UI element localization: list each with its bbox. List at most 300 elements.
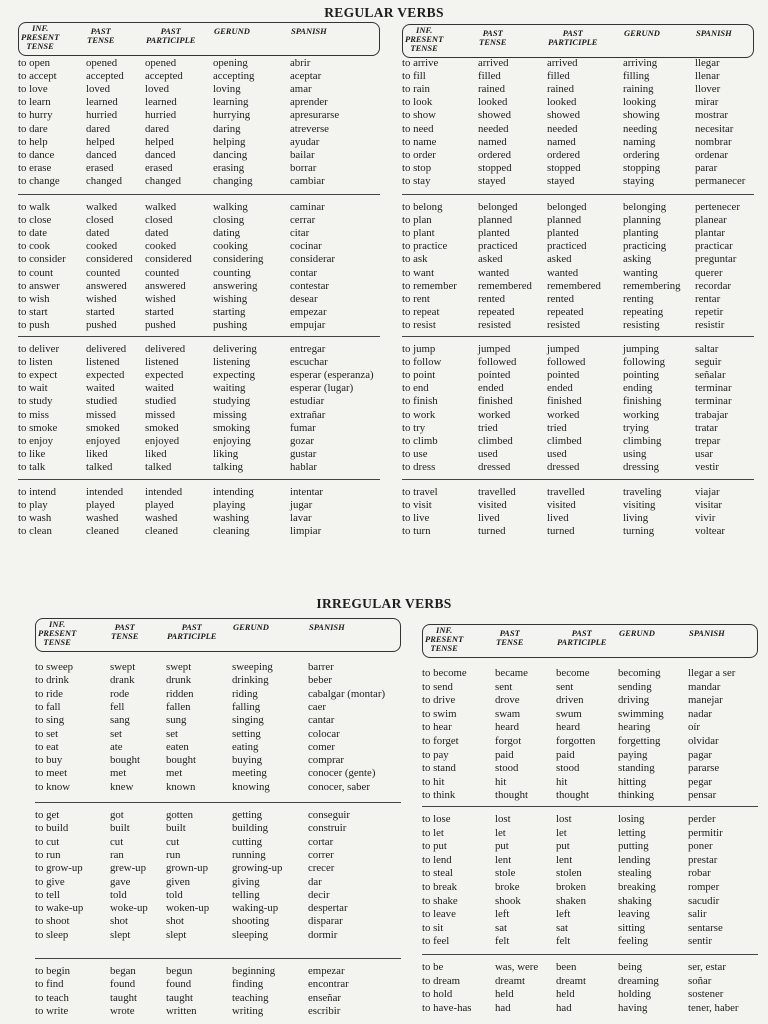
past-tense-cell: stole (495, 867, 516, 880)
infinitive-cell: to talk (18, 460, 46, 473)
infinitive-cell: to cook (18, 240, 51, 253)
infinitive-cell: to steal (422, 867, 453, 880)
spanish-cell: saltar (695, 343, 719, 355)
past-tense-cell: resisted (478, 318, 511, 331)
spanish-cell: despertar (308, 902, 348, 915)
past-participle-cell: practiced (547, 240, 587, 253)
past-tense-cell: drank (110, 674, 135, 687)
verb-row (35, 836, 401, 849)
past-participle-cell: planted (547, 227, 579, 240)
gerund-cell: putting (618, 840, 649, 853)
verb-row (422, 881, 758, 894)
past-tense-cell: rented (478, 292, 505, 305)
spanish-cell: esperar (lugar) (290, 382, 354, 395)
past-tense-cell: wished (86, 292, 117, 305)
infinitive-cell: to dream (422, 974, 461, 987)
infinitive-cell: to buy (35, 754, 63, 767)
past-tense-cell: smoked (86, 421, 120, 434)
past-tense-cell: turned (478, 525, 506, 538)
past-participle-cell: thought (556, 789, 589, 802)
verb-row (402, 227, 754, 240)
past-participle-cell: finished (547, 395, 582, 408)
spanish-cell: parar (695, 161, 718, 174)
spanish-cell: pararse (688, 762, 720, 775)
infinitive-cell: to help (18, 135, 48, 148)
verb-row (18, 343, 380, 356)
past-tense-cell: ate (110, 740, 123, 753)
spanish-cell: llover (695, 83, 721, 96)
gerund-cell: considering (213, 253, 264, 266)
infinitive-cell: to stay (402, 174, 431, 187)
spanish-cell: visitar (695, 499, 722, 512)
past-tense-cell: dreamt (495, 974, 525, 987)
past-participle-cell: travelled (547, 486, 585, 498)
past-participle-cell: liked (145, 447, 167, 460)
verb-row (422, 895, 758, 908)
past-tense-cell: pushed (86, 318, 117, 331)
past-tense-cell: hit (495, 775, 507, 788)
verb-row (18, 461, 380, 474)
infinitive-cell: to wait (18, 382, 48, 395)
verb-row (402, 369, 754, 382)
gerund-cell: hearing (618, 721, 651, 734)
verb-row (18, 280, 380, 293)
past-participle-cell: lost (556, 813, 572, 825)
spanish-cell: desear (290, 292, 318, 305)
header-spanish: SPANISH (309, 622, 345, 632)
past-participle-cell: sent (556, 680, 574, 693)
table-header (422, 624, 758, 658)
infinitive-cell: to eat (35, 740, 59, 753)
verb-row (402, 123, 754, 136)
spanish-cell: pagar (688, 748, 712, 761)
verb-row (35, 661, 401, 674)
gerund-cell: standing (618, 762, 655, 775)
spanish-cell: perder (688, 813, 716, 825)
gerund-cell: finishing (623, 395, 662, 408)
gerund-cell: wanting (623, 266, 658, 279)
gerund-cell: falling (232, 700, 261, 713)
gerund-cell: giving (232, 875, 260, 888)
gerund-cell: having (618, 1001, 648, 1014)
verb-row (402, 461, 754, 474)
past-tense-cell: sat (495, 921, 507, 934)
spanish-cell: nadar (688, 707, 712, 720)
header-spanish: SPANISH (689, 628, 725, 638)
gerund-cell: raining (623, 83, 654, 96)
infinitive-cell: to look (402, 96, 433, 109)
gerund-cell: getting (232, 809, 262, 821)
infinitive-cell: to change (18, 174, 60, 187)
past-tense-cell: intended (86, 486, 124, 498)
verb-row (402, 201, 754, 214)
gerund-cell: starting (213, 305, 246, 318)
past-tense-cell: dated (86, 227, 110, 240)
gerund-cell: pushing (213, 318, 248, 331)
verb-row (35, 701, 401, 714)
gerund-cell: sleeping (232, 928, 268, 941)
spanish-cell: viajar (695, 486, 720, 498)
past-tense-cell: sang (110, 714, 130, 727)
past-participle-cell: stood (556, 762, 580, 775)
past-participle-cell: been (556, 961, 577, 973)
past-participle-cell: told (166, 888, 183, 901)
gerund-cell: running (232, 848, 266, 861)
past-participle-cell: lived (547, 512, 569, 525)
gerund-cell: expecting (213, 369, 255, 382)
infinitive-cell: to repeat (402, 305, 440, 318)
verb-row (18, 214, 380, 227)
past-tense-cell: studied (86, 395, 118, 408)
past-tense-cell: showed (478, 109, 511, 122)
past-participle-cell: used (547, 447, 567, 460)
infinitive-cell: to become (422, 667, 467, 679)
past-participle-cell: accepted (145, 70, 183, 83)
header-past-participle: PAST PARTICIPLE (548, 28, 598, 47)
gerund-cell: closing (213, 214, 245, 227)
verb-row (402, 96, 754, 109)
gerund-cell: hurrying (213, 109, 251, 122)
gerund-cell: teaching (232, 991, 269, 1004)
verb-row (18, 306, 380, 319)
verb-row (422, 867, 758, 880)
verb-row (18, 293, 380, 306)
infinitive-cell: to start (18, 305, 48, 318)
infinitive-cell: to point (402, 369, 436, 382)
infinitive-cell: to belong (402, 201, 443, 213)
header-past-tense: PAST TENSE (479, 28, 507, 47)
past-tense-cell: felt (495, 935, 510, 948)
gerund-cell: buying (232, 754, 262, 767)
verb-row (35, 714, 401, 727)
header-past-tense: PAST TENSE (87, 26, 115, 45)
infinitive-cell: to smoke (18, 421, 58, 434)
past-participle-cell: stayed (547, 174, 575, 187)
infinitive-cell: to resist (402, 318, 436, 331)
spanish-cell: conocer, saber (308, 780, 370, 793)
spanish-cell: señalar (695, 369, 726, 382)
spanish-cell: soñar (688, 974, 712, 987)
past-tense-cell: filled (478, 70, 501, 83)
verb-row (35, 929, 401, 942)
past-tense-cell: got (110, 809, 124, 821)
past-participle-cell: wanted (547, 266, 579, 279)
gerund-cell: resisting (623, 318, 660, 331)
spanish-cell: sacudir (688, 894, 720, 907)
spanish-cell: contestar (290, 279, 329, 292)
past-participle-cell: wished (145, 292, 176, 305)
past-participle-cell: given (166, 875, 190, 888)
gerund-cell: shaking (618, 894, 652, 907)
infinitive-cell: to dance (18, 148, 55, 161)
past-tense-cell: answered (86, 279, 127, 292)
gerund-cell: walking (213, 201, 248, 213)
past-tense-cell: practiced (478, 240, 518, 253)
past-tense-cell: belonged (478, 201, 518, 213)
past-participle-cell: swum (556, 707, 582, 720)
gerund-cell: erasing (213, 161, 245, 174)
group-divider (422, 806, 758, 807)
verb-row (422, 1002, 758, 1015)
past-tense-cell: paid (495, 748, 514, 761)
gerund-cell: belonging (623, 201, 667, 213)
past-participle-cell: written (166, 1004, 197, 1017)
gerund-cell: using (623, 447, 647, 460)
gerund-cell: forgetting (618, 735, 661, 747)
infinitive-cell: to plan (402, 214, 432, 227)
past-participle-cell: broken (556, 881, 586, 893)
spanish-cell: oír (688, 721, 700, 734)
infinitive-cell: to enjoy (18, 434, 54, 447)
verb-row (35, 849, 401, 862)
past-participle-cell: asked (547, 253, 572, 266)
verb-row (35, 674, 401, 687)
infinitive-cell: to drive (422, 694, 456, 707)
verb-row (402, 422, 754, 435)
past-participle-cell: met (166, 767, 183, 780)
verb-row (422, 776, 758, 789)
verb-row (402, 356, 754, 369)
spanish-cell: sentarse (688, 921, 723, 934)
past-tense-cell: lost (495, 813, 511, 825)
infinitive-cell: to sleep (35, 928, 69, 941)
past-participle-cell: filled (547, 70, 570, 83)
verb-row (422, 988, 758, 1001)
infinitive-cell: to close (18, 214, 52, 227)
spanish-cell: pertenecer (695, 201, 740, 213)
gerund-cell: growing-up (232, 862, 283, 875)
past-participle-cell: found (166, 978, 192, 991)
past-tense-cell: arrived (478, 57, 509, 69)
spanish-cell: cabalgar (montar) (308, 687, 386, 700)
spanish-cell: caer (308, 700, 326, 713)
infinitive-cell: to jump (402, 343, 436, 355)
spanish-cell: trabajar (695, 408, 728, 421)
gerund-cell: turning (623, 525, 655, 538)
verb-row (402, 136, 754, 149)
past-participle-cell: shaken (556, 894, 586, 907)
infinitive-cell: to like (18, 447, 46, 460)
past-participle-cell: rented (547, 292, 574, 305)
past-tense-cell: swam (495, 707, 521, 720)
past-tense-cell: swept (110, 661, 136, 673)
past-participle-cell: waited (145, 382, 174, 395)
infinitive-cell: to need (402, 122, 434, 135)
gerund-cell: dancing (213, 148, 248, 161)
infinitive-cell: to turn (402, 525, 431, 538)
past-participle-cell: dreamt (556, 974, 586, 987)
infinitive-cell: to fill (402, 70, 426, 83)
verb-row (35, 902, 401, 915)
past-participle-cell: showed (547, 109, 580, 122)
group-divider (402, 479, 754, 480)
gerund-cell: liking (213, 447, 239, 460)
past-tense-cell: repeated (478, 305, 515, 318)
spanish-cell: nombrar (695, 135, 732, 148)
past-participle-cell: helped (145, 135, 174, 148)
infinitive-cell: to follow (402, 356, 442, 369)
past-participle-cell: studied (145, 395, 177, 408)
verb-row (18, 486, 380, 499)
verb-row (402, 149, 754, 162)
infinitive-cell: to stop (402, 161, 432, 174)
gerund-cell: breaking (618, 881, 656, 893)
verb-row (402, 57, 754, 70)
gerund-cell: losing (618, 813, 645, 825)
verb-row (402, 83, 754, 96)
gerund-cell: eating (232, 740, 259, 753)
past-participle-cell: worked (547, 408, 580, 421)
past-tense-cell: expected (86, 369, 125, 382)
infinitive-cell: to let (422, 826, 444, 839)
infinitive-cell: to open (18, 57, 51, 69)
past-tense-cell: became (495, 667, 528, 679)
verb-row (35, 822, 401, 835)
infinitive-cell: to grow-up (35, 862, 83, 875)
past-participle-cell: repeated (547, 305, 584, 318)
infinitive-cell: to love (18, 83, 48, 96)
spanish-cell: jugar (290, 499, 313, 512)
infinitive-cell: to climb (402, 434, 438, 447)
header-gerund: GERUND (619, 628, 655, 638)
header-infinitive: INF. PRESENT TENSE (405, 25, 444, 53)
gerund-cell: thinking (618, 789, 654, 802)
spanish-cell: pegar (688, 775, 712, 788)
past-tense-cell: shook (495, 894, 521, 907)
past-participle-cell: sung (166, 714, 187, 727)
gerund-cell: filling (623, 70, 650, 83)
past-tense-cell: counted (86, 266, 121, 279)
spanish-cell: practicar (695, 240, 733, 253)
spanish-cell: abrir (290, 57, 311, 69)
infinitive-cell: to push (18, 318, 50, 331)
spanish-cell: usar (695, 447, 713, 460)
gerund-cell: wishing (213, 292, 248, 305)
verb-row (18, 123, 380, 136)
gerund-cell: looking (623, 96, 656, 109)
verb-row (18, 227, 380, 240)
spanish-cell: empezar (308, 965, 345, 977)
spanish-cell: robar (688, 867, 711, 880)
spanish-cell: mostrar (695, 109, 728, 122)
past-tense-cell: followed (478, 356, 517, 369)
infinitive-cell: to rain (402, 83, 430, 96)
verb-row (402, 293, 754, 306)
header-gerund: GERUND (214, 26, 250, 36)
past-tense-cell: had (495, 1001, 511, 1014)
gerund-cell: cutting (232, 835, 262, 848)
past-tense-cell: worked (478, 408, 511, 421)
spanish-cell: poner (688, 840, 713, 853)
gerund-cell: following (623, 356, 665, 369)
past-tense-cell: let (495, 826, 506, 839)
past-participle-cell: grown-up (166, 862, 208, 875)
spanish-cell: terminar (695, 382, 732, 395)
infinitive-cell: to ride (35, 687, 63, 700)
past-participle-cell: taught (166, 991, 193, 1004)
verb-row (402, 499, 754, 512)
verb-row (402, 267, 754, 280)
infinitive-cell: to tell (35, 888, 60, 901)
spanish-cell: lavar (290, 512, 312, 525)
past-participle-cell: needed (547, 122, 578, 135)
verb-row (402, 409, 754, 422)
past-tense-cell: bought (110, 754, 140, 767)
past-tense-cell: cooked (86, 240, 118, 253)
infinitive-cell: to lose (422, 813, 451, 825)
gerund-cell: cleaning (213, 525, 250, 538)
gerund-cell: studying (213, 395, 251, 408)
verb-row (18, 395, 380, 408)
past-tense-cell: wanted (478, 266, 510, 279)
past-participle-cell: held (556, 988, 575, 1001)
past-participle-cell: hurried (145, 109, 177, 122)
infinitive-cell: to dress (402, 460, 436, 473)
gerund-cell: telling (232, 888, 260, 901)
verb-row (422, 922, 758, 935)
infinitive-cell: to wash (18, 512, 52, 525)
spanish-cell: seguir (695, 356, 722, 369)
spanish-cell: limpiar (290, 525, 322, 538)
spanish-cell: gozar (290, 434, 314, 447)
past-tense-cell: visited (478, 499, 507, 512)
past-participle-cell: cooked (145, 240, 177, 253)
past-tense-cell: helped (86, 135, 115, 148)
spanish-cell: tener, haber (688, 1001, 739, 1014)
verb-row (35, 862, 401, 875)
verb-row (35, 1005, 401, 1018)
verb-row (402, 70, 754, 83)
gerund-cell: delivering (213, 343, 257, 355)
past-participle-cell: felt (556, 935, 571, 948)
spanish-cell: esperar (esperanza) (290, 369, 374, 382)
table-header (402, 24, 754, 58)
verb-row (18, 422, 380, 435)
past-tense-cell: cut (110, 835, 124, 848)
gerund-cell: practicing (623, 240, 667, 253)
past-tense-cell: delivered (86, 343, 127, 355)
verb-row (18, 240, 380, 253)
infinitive-cell: to drink (35, 674, 69, 687)
past-participle-cell: turned (547, 525, 575, 538)
past-tense-cell: tried (478, 421, 498, 434)
infinitive-cell: to sweep (35, 661, 74, 673)
infinitive-cell: to have-has (422, 1001, 472, 1014)
past-participle-cell: resisted (547, 318, 580, 331)
infinitive-cell: to begin (35, 965, 71, 977)
gerund-cell: answering (213, 279, 258, 292)
past-tense-cell: met (110, 767, 127, 780)
infinitive-cell: to rent (402, 292, 430, 305)
verb-row (422, 975, 758, 988)
past-participle-cell: rained (547, 83, 574, 96)
infinitive-cell: to hear (422, 721, 452, 734)
header-past-tense: PAST TENSE (111, 622, 139, 641)
spanish-cell: escuchar (290, 356, 328, 369)
infinitive-cell: to be (422, 961, 444, 973)
gerund-cell: paying (618, 748, 648, 761)
past-tense-cell: shot (110, 915, 128, 928)
spanish-cell: apresurarse (290, 109, 340, 122)
spanish-cell: llegar a ser (688, 667, 736, 679)
infinitive-cell: to give (35, 875, 65, 888)
spanish-cell: caminar (290, 201, 325, 213)
spanish-cell: conseguir (308, 809, 350, 821)
infinitive-cell: to clean (18, 525, 52, 538)
past-tense-cell: forgot (495, 735, 522, 747)
spanish-cell: sostener (688, 988, 724, 1001)
infinitive-cell: to write (35, 1004, 69, 1017)
